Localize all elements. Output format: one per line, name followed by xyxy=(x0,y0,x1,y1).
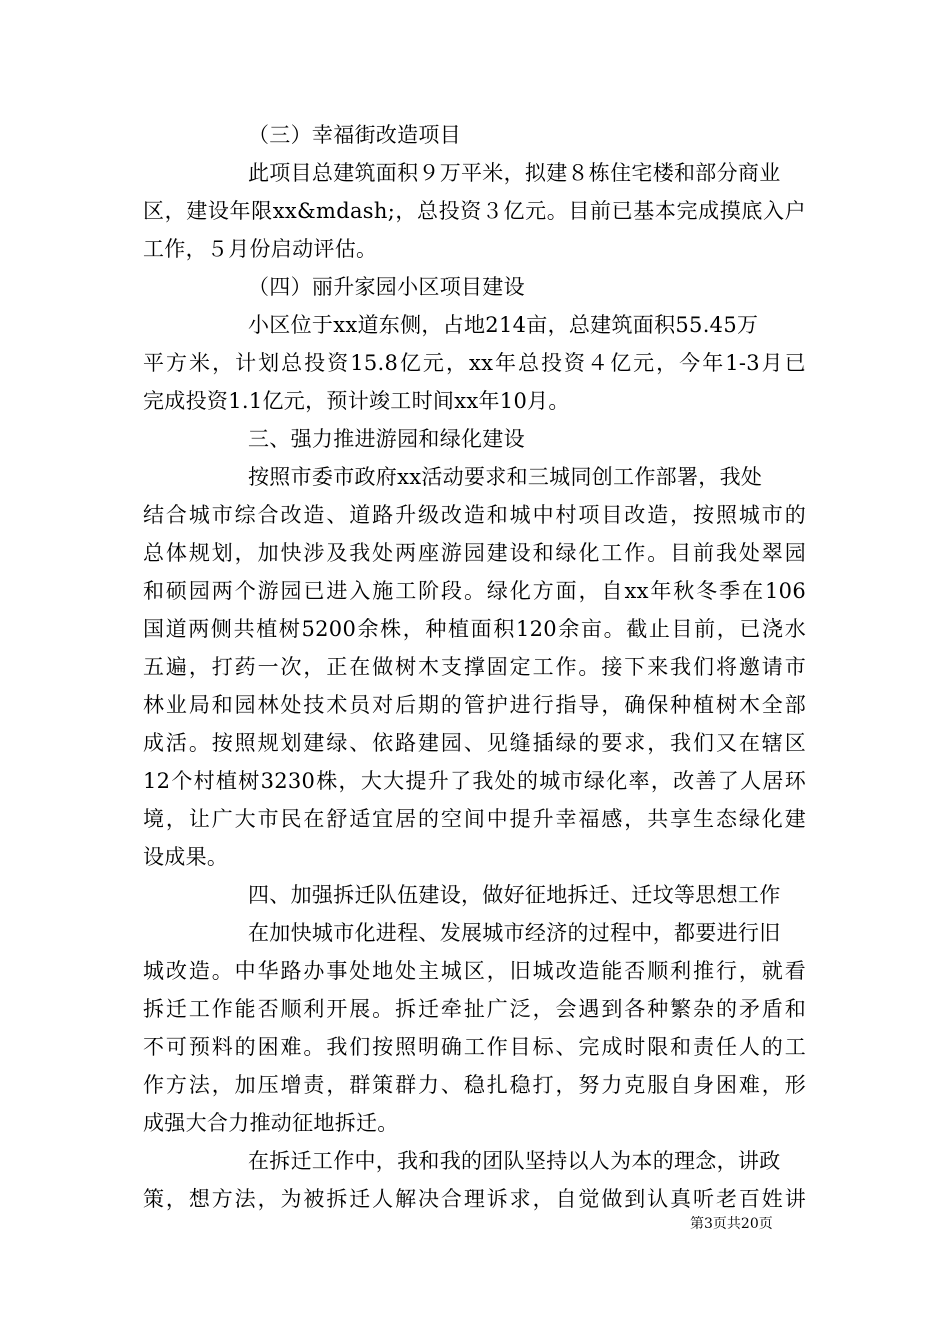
paragraph-line: 不可预料的困难。我们按照明确工作目标、完成时限和责任人的工 xyxy=(143,1035,806,1059)
paragraph-line: 林业局和园林处技术员对后期的管护进行指导，确保种植树木全部 xyxy=(143,693,806,717)
paragraph-line: 总体规划，加快涉及我处两座游园建设和绿化工作。目前我处翠园 xyxy=(143,541,806,565)
paragraph-line: 国道两侧共植树5200余株，种植面积120余亩。截止目前，已浇水 xyxy=(143,617,806,641)
paragraph-line: 结合城市综合改造、道路升级改造和城中村项目改造，按照城市的 xyxy=(143,503,806,527)
paragraph-line: 城改造。中华路办事处地处主城区，旧城改造能否顺利推行，就看 xyxy=(143,959,806,983)
paragraph-line: 区，建设年限xx&mdash;，总投资３亿元。目前已基本完成摸底入户 xyxy=(143,199,806,223)
paragraph-line: 成强大合力推动征地拆迁。 xyxy=(143,1111,399,1135)
paragraph-line: 在拆迁工作中，我和我的团队坚持以人为本的理念，讲政 xyxy=(248,1149,781,1173)
paragraph-line: 境，让广大市民在舒适宜居的空间中提升幸福感，共享生态绿化建 xyxy=(143,807,806,831)
paragraph-line: 拆迁工作能否顺利开展。拆迁牵扯广泛，会遇到各种繁杂的矛盾和 xyxy=(143,997,806,1021)
paragraph-line: 平方米，计划总投资15.8亿元，xx年总投资４亿元，今年1-3月已 xyxy=(143,351,806,375)
chapter-heading-3: 三、强力推进游园和绿化建设 xyxy=(248,427,525,451)
paragraph-line: 和硕园两个游园已进入施工阶段。绿化方面，自xx年秋冬季在106 xyxy=(143,579,806,603)
paragraph-line: 此项目总建筑面积９万平米，拟建８栋住宅楼和部分商业 xyxy=(248,161,781,185)
paragraph-line: 策，想方法，为被拆迁人解决合理诉求，自觉做到认真听老百姓讲 xyxy=(143,1187,806,1211)
paragraph-line: 12个村植树3230株，大大提升了我处的城市绿化率，改善了人居环 xyxy=(143,769,806,793)
paragraph-line: 完成投资1.1亿元，预计竣工时间xx年10月。 xyxy=(143,389,570,413)
page-number-footer: 第3页共20页 xyxy=(690,1216,773,1232)
chapter-heading-4: 四、加强拆迁队伍建设，做好征地拆迁、迁坟等思想工作 xyxy=(248,883,781,907)
paragraph-line: 五遍，打药一次，正在做树木支撑固定工作。接下来我们将邀请市 xyxy=(143,655,806,679)
paragraph-line: 在加快城市化进程、发展城市经济的过程中，都要进行旧 xyxy=(248,921,781,945)
paragraph-line: 成活。按照规划建绿、依路建园、见缝插绿的要求，我们又在辖区 xyxy=(143,731,806,755)
section-heading-4: （四）丽升家园小区项目建设 xyxy=(248,275,525,299)
paragraph-line: 作方法，加压增责，群策群力、稳扎稳打，努力克服自身困难，形 xyxy=(143,1073,806,1097)
paragraph-line: 小区位于xx道东侧，占地214亩，总建筑面积55.45万 xyxy=(248,313,759,337)
paragraph-line: 按照市委市政府xx活动要求和三城同创工作部署，我处 xyxy=(248,465,763,489)
paragraph-line: 工作，５月份启动评估。 xyxy=(143,237,378,261)
section-heading-3: （三）幸福街改造项目 xyxy=(248,123,461,147)
paragraph-line: 设成果。 xyxy=(143,845,229,869)
